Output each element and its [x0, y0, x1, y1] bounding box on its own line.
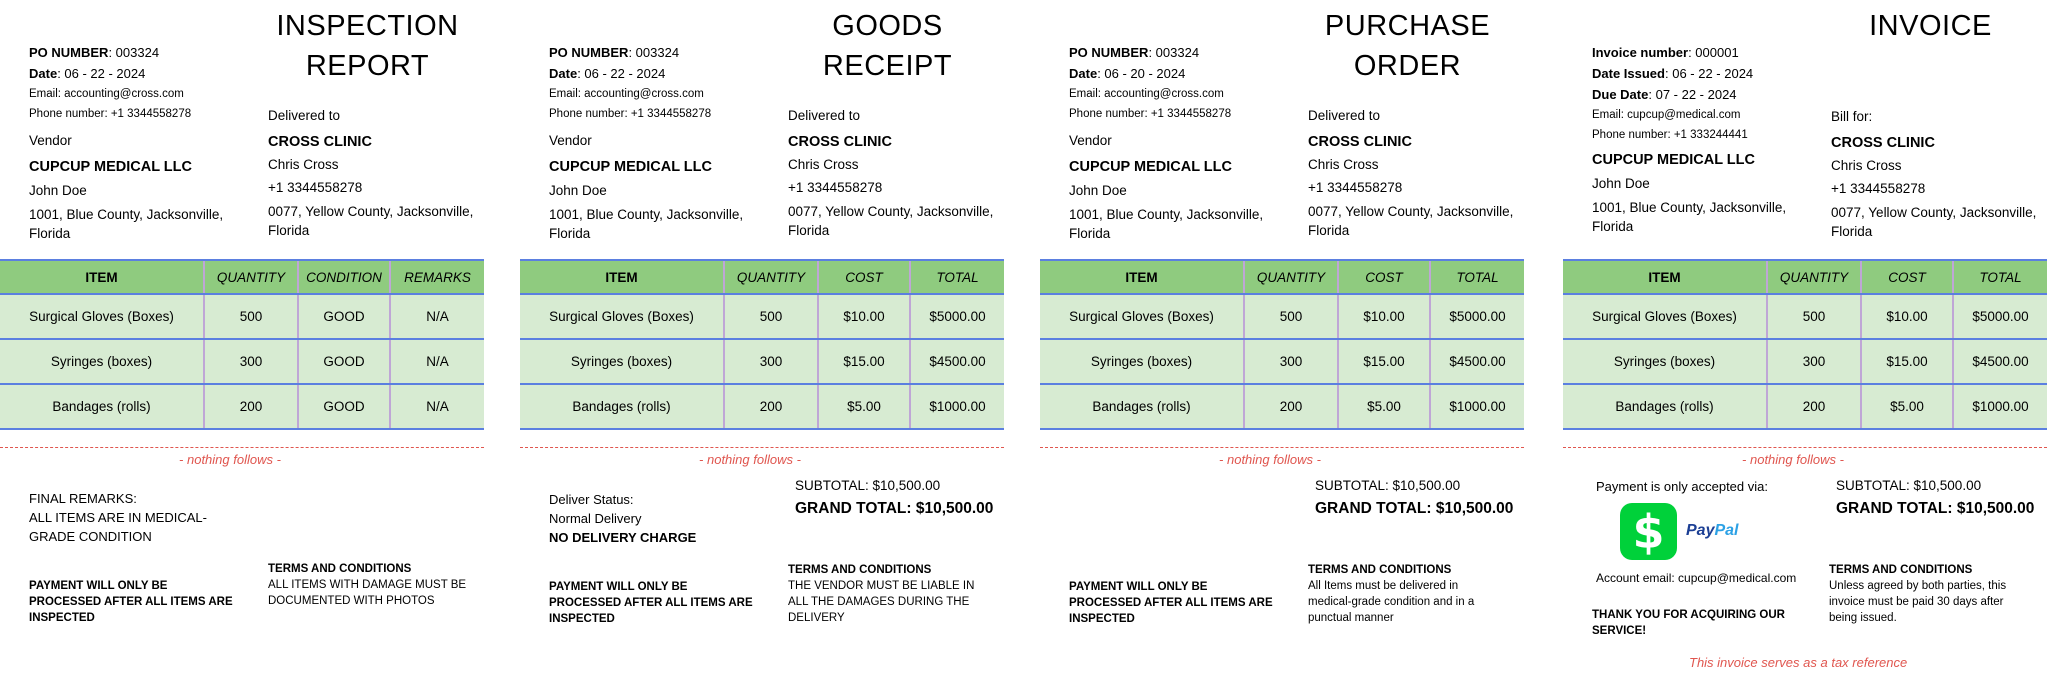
dashed-divider [520, 447, 1004, 448]
table-cell: 300 [724, 339, 818, 384]
recipient-address: 0077, Yellow County, Jacksonville, Florida [268, 204, 474, 238]
date-issued-value: : 06 - 22 - 2024 [1664, 66, 1754, 81]
recipient-phone: +1 3344558278 [1831, 181, 1926, 196]
totals-block [795, 476, 1005, 520]
table-row [520, 384, 1004, 429]
table-cell: $15.00 [818, 339, 910, 384]
table-cell: GOOD [298, 294, 390, 339]
vendor-address: 1001, Blue County, Jacksonville, Florida [29, 207, 224, 241]
recipient-address: 0077, Yellow County, Jacksonville, Florida [1308, 204, 1514, 238]
column-header: TOTAL [1953, 260, 2047, 294]
date-value: : 06 - 22 - 2024 [577, 66, 666, 81]
table-row [0, 384, 484, 429]
table-cell: $15.00 [1338, 339, 1430, 384]
email-value: accounting@cross.com [584, 88, 704, 100]
subtotal: SUBTOTAL: $10,500.00 [1315, 478, 1461, 493]
column-header: COST [818, 260, 910, 294]
column-header: ITEM [520, 260, 724, 294]
bill-for-label: Bill for: [1831, 109, 1873, 124]
phone-value: +1 3344558278 [110, 108, 192, 120]
invoice-number-value: : 000001 [1688, 45, 1739, 60]
subtotal: SUBTOTAL: $10,500.00 [1836, 478, 1982, 493]
bill-for-block [1831, 107, 2041, 241]
table-cell: 500 [1767, 294, 1861, 339]
phone-label: Phone number: [1069, 108, 1148, 120]
table-row [1563, 339, 2047, 384]
email-value: accounting@cross.com [1104, 88, 1224, 100]
table-cell: Surgical Gloves (Boxes) [1563, 294, 1767, 339]
invoice [1563, 0, 2047, 677]
column-header: ITEM [1563, 260, 1767, 294]
delivery-status [549, 490, 749, 547]
terms-heading: TERMS AND CONDITIONS [1829, 564, 1973, 576]
recipient-contact: Chris Cross [268, 157, 339, 172]
table-cell: $5.00 [818, 384, 910, 429]
table-cell: Bandages (rolls) [0, 384, 204, 429]
vendor-address: 1001, Blue County, Jacksonville, Florida [1069, 207, 1264, 241]
email-label: Email: [29, 88, 61, 100]
table-cell: N/A [390, 339, 484, 384]
phone-value: +1 333244441 [1673, 129, 1748, 141]
vendor-label: Vendor [1069, 133, 1112, 148]
table-cell: 300 [1767, 339, 1861, 384]
vendor-block [1592, 150, 1822, 236]
final-remarks [29, 489, 239, 546]
recipient-phone: +1 3344558278 [788, 180, 883, 195]
table-cell: $5000.00 [1430, 294, 1524, 339]
inspection-report [0, 0, 484, 677]
vendor-contact: John Doe [1069, 183, 1127, 198]
table-cell: Surgical Gloves (Boxes) [0, 294, 204, 339]
totals-block [1315, 476, 1525, 520]
vendor-block [549, 131, 779, 243]
grand-total: GRAND TOTAL: $10,500.00 [1836, 500, 2035, 517]
table-cell: 500 [204, 294, 298, 339]
table-row [520, 294, 1004, 339]
table-cell: $5000.00 [910, 294, 1004, 339]
vendor-address: 1001, Blue County, Jacksonville, Florida [1592, 200, 1787, 234]
title-line: GOODS [832, 10, 943, 42]
goods-receipt [520, 0, 1004, 677]
table-cell: Bandages (rolls) [520, 384, 724, 429]
table-cell: 200 [724, 384, 818, 429]
items-table [0, 259, 484, 430]
document-title [1300, 6, 1515, 86]
vendor-contact: John Doe [1592, 176, 1650, 191]
table-cell: 200 [1244, 384, 1338, 429]
column-header: ITEM [0, 260, 204, 294]
table-row [1040, 339, 1524, 384]
document-title [260, 6, 475, 86]
payment-note: PAYMENT WILL ONLY BE PROCESSED AFTER ALL ITEMS ARE INSPECTED [1069, 581, 1273, 625]
email-label: Email: [1592, 109, 1624, 121]
due-date-label: Due Date [1592, 87, 1649, 102]
column-header: REMARKS [390, 260, 484, 294]
subtotal: SUBTOTAL: $10,500.00 [795, 478, 941, 493]
delivered-to-block [788, 106, 998, 240]
table-cell: N/A [390, 384, 484, 429]
vendor-company: CUPCUP MEDICAL LLC [29, 159, 192, 175]
dashed-divider [0, 447, 484, 448]
table-cell: Syringes (boxes) [1040, 339, 1244, 384]
title-line: RECEIPT [822, 50, 953, 82]
phone-label: Phone number: [29, 108, 108, 120]
table-cell: Syringes (boxes) [0, 339, 204, 384]
table-cell: $5.00 [1861, 384, 1953, 429]
remarks-label: FINAL REMARKS: [29, 491, 137, 506]
recipient-address: 0077, Yellow County, Jacksonville, Florida [788, 204, 994, 238]
payment-note: PAYMENT WILL ONLY BE PROCESSED AFTER ALL ITEMS ARE INSPECTED [29, 580, 233, 624]
date-value: : 06 - 20 - 2024 [1097, 66, 1186, 81]
table-row [0, 339, 484, 384]
table-cell: $5.00 [1338, 384, 1430, 429]
document-meta [549, 42, 789, 124]
terms-block [1829, 562, 2029, 626]
title-line: REPORT [305, 50, 430, 82]
vendor-company: CUPCUP MEDICAL LLC [549, 159, 712, 175]
column-header: QUANTITY [204, 260, 298, 294]
phone-label: Phone number: [549, 108, 628, 120]
column-header: CONDITION [298, 260, 390, 294]
thank-you-note: THANK YOU FOR ACQUIRING OUR SERVICE! [1592, 609, 1785, 637]
paypal-logo-part: Pal [1714, 522, 1739, 539]
nothing-follows-note: - nothing follows - [699, 452, 801, 467]
date-label: Date [29, 66, 58, 81]
phone-value: +1 3344558278 [630, 108, 712, 120]
table-cell: $1000.00 [910, 384, 1004, 429]
table-cell: $5000.00 [1953, 294, 2047, 339]
table-cell: 500 [1244, 294, 1338, 339]
table-cell: $4500.00 [1953, 339, 2047, 384]
cashapp-dollar-icon: $ [1620, 503, 1677, 560]
vendor-contact: John Doe [29, 183, 87, 198]
phone-value: +1 3344558278 [1150, 108, 1232, 120]
items-table [520, 259, 1004, 430]
table-cell: $15.00 [1861, 339, 1953, 384]
table-cell: $1000.00 [1953, 384, 2047, 429]
column-header: TOTAL [1430, 260, 1524, 294]
items-table [1563, 259, 2047, 430]
recipient-contact: Chris Cross [1831, 158, 1902, 173]
email-label: Email: [549, 88, 581, 100]
table-cell: GOOD [298, 339, 390, 384]
recipient-company: CROSS CLINIC [1831, 135, 1935, 151]
document-meta [1592, 42, 1832, 145]
recipient-address: 0077, Yellow County, Jacksonville, Florida [1831, 205, 2037, 239]
table-cell: GOOD [298, 384, 390, 429]
recipient-phone: +1 3344558278 [268, 180, 363, 195]
table-cell: Syringes (boxes) [1563, 339, 1767, 384]
recipient-company: CROSS CLINIC [788, 134, 892, 150]
grand-total: GRAND TOTAL: $10,500.00 [1315, 500, 1514, 517]
vendor-block [1069, 131, 1299, 243]
table-cell: Surgical Gloves (Boxes) [1040, 294, 1244, 339]
po-number-value: : 003324 [628, 45, 680, 60]
terms-text: Unless agreed by both parties, this invoice must be paid 30 days after being issued. [1829, 580, 2007, 624]
grand-total: GRAND TOTAL: $10,500.00 [795, 500, 994, 517]
terms-text: All Items must be delivered in medical-grade condition and in a punctual manner [1308, 580, 1475, 624]
title-line: PURCHASE [1324, 10, 1491, 42]
table-cell: 200 [1767, 384, 1861, 429]
email-value: cupcup@medical.com [1627, 109, 1741, 121]
table-cell: $1000.00 [1430, 384, 1524, 429]
vendor-label: Vendor [29, 133, 72, 148]
vendor-company: CUPCUP MEDICAL LLC [1069, 159, 1232, 175]
table-cell: $10.00 [1338, 294, 1430, 339]
nothing-follows-note: - nothing follows - [1742, 452, 1844, 467]
column-header: COST [1338, 260, 1430, 294]
delivered-to-block [1308, 106, 1518, 240]
column-header: COST [1861, 260, 1953, 294]
terms-heading: TERMS AND CONDITIONS [268, 563, 412, 575]
recipient-contact: Chris Cross [788, 157, 859, 172]
column-header: TOTAL [910, 260, 1004, 294]
table-cell: 500 [724, 294, 818, 339]
vendor-contact: John Doe [549, 183, 607, 198]
remarks-text: ALL ITEMS ARE IN MEDICAL-GRADE CONDITION [29, 510, 207, 544]
vendor-company: CUPCUP MEDICAL LLC [1592, 152, 1755, 168]
delivery-status-label: Deliver Status: [549, 492, 634, 507]
column-header: QUANTITY [1244, 260, 1338, 294]
vendor-address: 1001, Blue County, Jacksonville, Florida [549, 207, 744, 241]
terms-text: THE VENDOR MUST BE LIABLE IN ALL THE DAMAGES DURING THE DELIVERY [788, 580, 975, 624]
table-cell: Syringes (boxes) [520, 339, 724, 384]
document-meta [1069, 42, 1309, 124]
column-header: QUANTITY [724, 260, 818, 294]
table-cell: Bandages (rolls) [1563, 384, 1767, 429]
table-cell: $10.00 [818, 294, 910, 339]
title-line: ORDER [1353, 50, 1462, 82]
due-date-value: : 07 - 22 - 2024 [1648, 87, 1737, 102]
table-cell: N/A [390, 294, 484, 339]
account-email: Account email: cupcup@medical.com [1596, 571, 1797, 585]
table-cell: $4500.00 [910, 339, 1004, 384]
phone-label: Phone number: [1592, 129, 1671, 141]
paypal-logo-part: Pay [1686, 522, 1715, 539]
date-value: : 06 - 22 - 2024 [57, 66, 146, 81]
po-number-label: PO NUMBER [29, 45, 109, 60]
tax-reference-note: This invoice serves as a tax reference [1689, 655, 1908, 670]
title-line: INVOICE [1869, 10, 1992, 42]
recipient-company: CROSS CLINIC [268, 134, 372, 150]
terms-heading: TERMS AND CONDITIONS [788, 564, 932, 576]
paypal-logo-icon [1686, 522, 1738, 540]
terms-block [1308, 562, 1498, 626]
table-row [1563, 294, 2047, 339]
table-cell: 300 [1244, 339, 1338, 384]
column-header: QUANTITY [1767, 260, 1861, 294]
po-number-value: : 003324 [1148, 45, 1200, 60]
nothing-follows-note: - nothing follows - [179, 452, 281, 467]
table-row [0, 294, 484, 339]
table-cell: 300 [204, 339, 298, 384]
email-value: accounting@cross.com [64, 88, 184, 100]
po-number-label: PO NUMBER [1069, 45, 1149, 60]
date-label: Date [1069, 66, 1098, 81]
document-title [780, 6, 995, 86]
delivery-charge-note: NO DELIVERY CHARGE [549, 530, 697, 545]
terms-block [268, 561, 473, 609]
vendor-label: Vendor [549, 133, 592, 148]
recipient-phone: +1 3344558278 [1308, 180, 1403, 195]
invoice-number-label: Invoice number [1592, 45, 1689, 60]
date-issued-label: Date Issued [1592, 66, 1665, 81]
terms-heading: TERMS AND CONDITIONS [1308, 564, 1452, 576]
document-meta [29, 42, 269, 124]
delivered-to-label: Delivered to [788, 108, 861, 123]
totals-block [1836, 476, 2046, 520]
payment-note: PAYMENT WILL ONLY BE PROCESSED AFTER ALL ITEMS ARE INSPECTED [549, 581, 753, 625]
terms-block [788, 562, 978, 626]
table-cell: Surgical Gloves (Boxes) [520, 294, 724, 339]
delivered-to-label: Delivered to [268, 108, 341, 123]
recipient-contact: Chris Cross [1308, 157, 1379, 172]
po-number-label: PO NUMBER [549, 45, 629, 60]
po-number-value: : 003324 [108, 45, 160, 60]
vendor-block [29, 131, 259, 243]
table-cell: $4500.00 [1430, 339, 1524, 384]
email-label: Email: [1069, 88, 1101, 100]
table-cell: 200 [204, 384, 298, 429]
purchase-order [1040, 0, 1524, 677]
delivered-to-block [268, 106, 478, 240]
items-table [1040, 259, 1524, 430]
table-row [520, 339, 1004, 384]
column-header: ITEM [1040, 260, 1244, 294]
terms-text: ALL ITEMS WITH DAMAGE MUST BE DOCUMENTED WITH PHOTOS [268, 579, 467, 607]
delivered-to-label: Delivered to [1308, 108, 1381, 123]
table-row [1040, 294, 1524, 339]
recipient-company: CROSS CLINIC [1308, 134, 1412, 150]
dashed-divider [1040, 447, 1524, 448]
payment-methods-text: Payment is only accepted via: [1596, 479, 1768, 494]
table-row [1563, 384, 2047, 429]
nothing-follows-note: - nothing follows - [1219, 452, 1321, 467]
date-label: Date [549, 66, 578, 81]
table-cell: Bandages (rolls) [1040, 384, 1244, 429]
document-title [1823, 6, 2038, 46]
title-line: INSPECTION [276, 10, 459, 42]
table-cell: $10.00 [1861, 294, 1953, 339]
delivery-status-value: Normal Delivery [549, 511, 642, 526]
table-row [1040, 384, 1524, 429]
dashed-divider [1563, 447, 2047, 448]
